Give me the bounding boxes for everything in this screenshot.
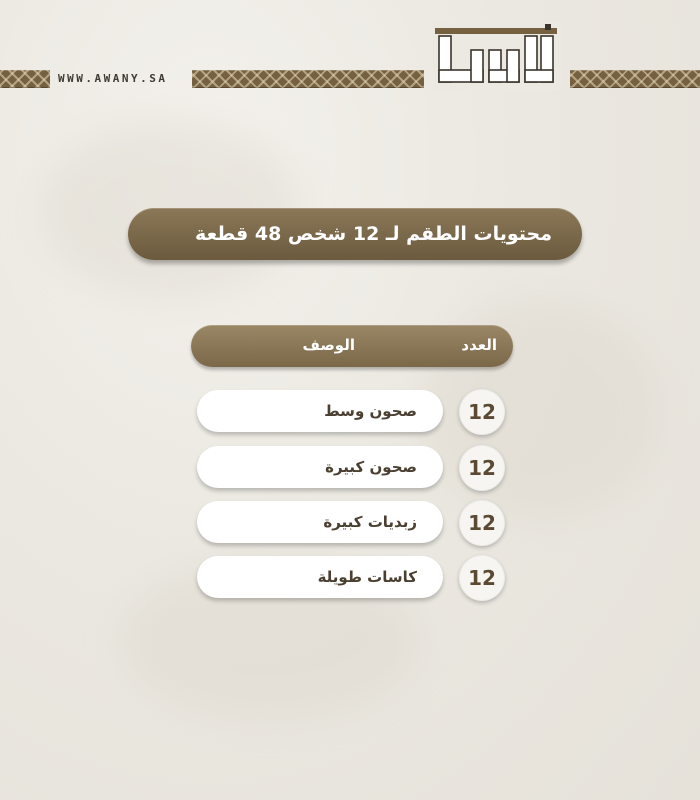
item-description: صحون كبيرة bbox=[197, 446, 443, 488]
item-count: 12 bbox=[459, 389, 505, 435]
decorative-band-right bbox=[570, 70, 700, 88]
item-count: 12 bbox=[459, 445, 505, 491]
brand-logo bbox=[433, 22, 561, 90]
table-row bbox=[0, 390, 700, 436]
column-header-count: العدد bbox=[461, 336, 497, 354]
table-row bbox=[0, 446, 700, 492]
item-description: زبديات كبيرة bbox=[197, 501, 443, 543]
table-row bbox=[0, 556, 700, 602]
column-header-description: الوصف bbox=[302, 336, 355, 354]
item-description: صحون وسط bbox=[197, 390, 443, 432]
item-count: 12 bbox=[459, 500, 505, 546]
table-row bbox=[0, 501, 700, 547]
table-header bbox=[191, 325, 513, 367]
decorative-band-left bbox=[0, 70, 50, 88]
set-contents-title: محتويات الطقم لـ 12 شخص 48 قطعة bbox=[128, 208, 582, 260]
item-count: 12 bbox=[459, 555, 505, 601]
item-description: كاسات طويلة bbox=[197, 556, 443, 598]
website-url: WWW.AWANY.SA bbox=[58, 72, 168, 85]
decorative-band-middle bbox=[192, 70, 424, 88]
